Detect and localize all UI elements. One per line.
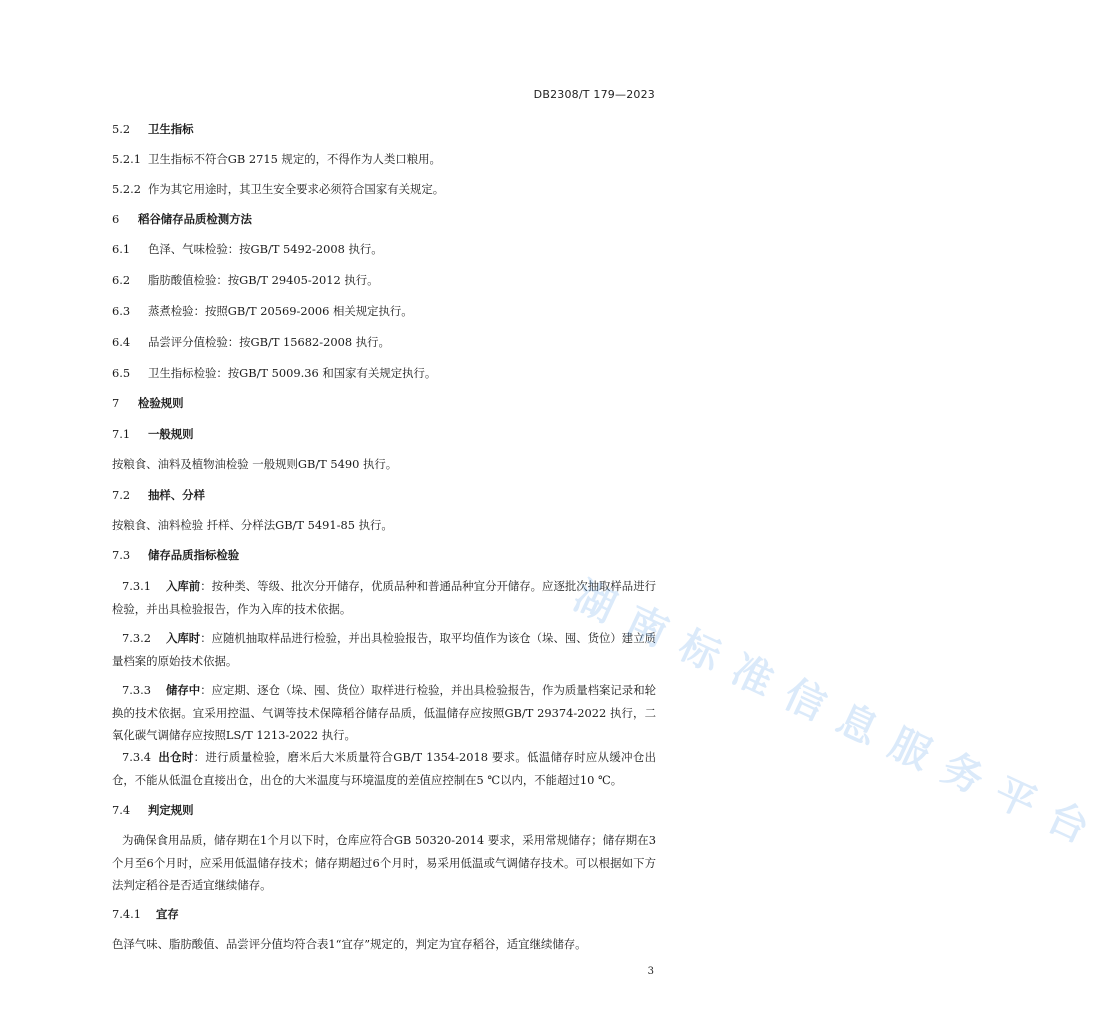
document-code-header: DB2308/T 179—2023 (533, 88, 655, 101)
clause-5-2-2: 5.2.2 作为其它用途时，其卫生安全要求必须符合国家有关规定。 (112, 182, 445, 196)
clause-6-1: 6.1 色泽、气味检验：按GB/T 5492-2008 执行。 (112, 242, 383, 256)
page-number: 3 (647, 966, 654, 977)
section-5-2-heading: 5.2 卫生指标 (112, 122, 194, 136)
clause-7-3-2: 7.3.2 入库时：应随机抽取样品进行检验，并出具检验报告，取平均值作为该仓（垛、囤、货位）建立质量档案的原始技术依据。 (112, 631, 656, 668)
paragraph-7-1: 按粮食、油料及植物油检验 一般规则GB/T 5490 执行。 (112, 457, 398, 471)
clause-7-3-3: 7.3.3 储存中：应定期、逐仓（垛、囤、货位）取样进行检验，并出具检验报告，作为质量档案记录和轮换的技术依据。宜采用控温、气调等技术保障稻谷储存品质，低温储存应按照GB/T 29374-2022 执行，二氧化碳气调储存应按照LS/T 1213-2022 执行。 (112, 683, 656, 742)
clause-5-2-1: 5.2.1 卫生指标不符合GB 2715 规定的，不得作为人类口粮用。 (112, 152, 441, 166)
clause-6-3: 6.3 蒸煮检验：按照GB/T 20569-2006 相关规定执行。 (112, 304, 413, 318)
paragraph-7-4: 为确保食用品质，储存期在1个月以下时，仓库应符合GB 50320-2014 要求，采用常规储存；储存期在3个月至6个月时，应采用低温储存技术；储存期超过6个月时，易采用低温或气调储存技术。可以根据如下方法判定稻谷是否适宜继续储存。 (112, 833, 656, 892)
section-7-4-1-heading: 7.4.1 宜存 (112, 907, 179, 921)
clause-7-3-1: 7.3.1 入库前：按种类、等级、批次分开储存，优质品种和普通品种宜分开储存。应逐批次抽取样品进行检验，并出具检验报告，作为入库的技术依据。 (112, 579, 656, 616)
section-7-1-heading: 7.1 一般规则 (112, 427, 194, 441)
clause-6-2: 6.2 脂肪酸值检验：按GB/T 29405-2012 执行。 (112, 273, 379, 287)
section-7-heading: 7 检验规则 (112, 396, 184, 410)
section-6-heading: 6 稻谷储存品质检测方法 (112, 212, 252, 226)
paragraph-7-4-1: 色泽气味、脂肪酸值、品尝评分值均符合表1“宜存”规定的，判定为宜存稻谷，适宜继续储存。 (112, 937, 587, 951)
paragraph-7-2: 按粮食、油料检验 扦样、分样法GB/T 5491-85 执行。 (112, 518, 393, 532)
section-7-2-heading: 7.2 抽样、分样 (112, 488, 205, 502)
clause-6-4: 6.4 品尝评分值检验：按GB/T 15682-2008 执行。 (112, 335, 390, 349)
section-7-4-heading: 7.4 判定规则 (112, 803, 194, 817)
clause-6-5: 6.5 卫生指标检验：按GB/T 5009.36 和国家有关规定执行。 (112, 366, 437, 380)
watermark-text: 湖南标准信息服务平台 (566, 573, 1112, 860)
section-7-3-heading: 7.3 储存品质指标检验 (112, 548, 240, 562)
clause-7-3-4: 7.3.4 出仓时：进行质量检验，磨米后大米质量符合GB/T 1354-2018 要求。低温储存时应从缓冲仓出仓，不能从低温仓直接出仓，出仓的大米温度与环境温度的差值应控制在5 ℃以内，不能超过10 ℃。 (112, 750, 656, 787)
